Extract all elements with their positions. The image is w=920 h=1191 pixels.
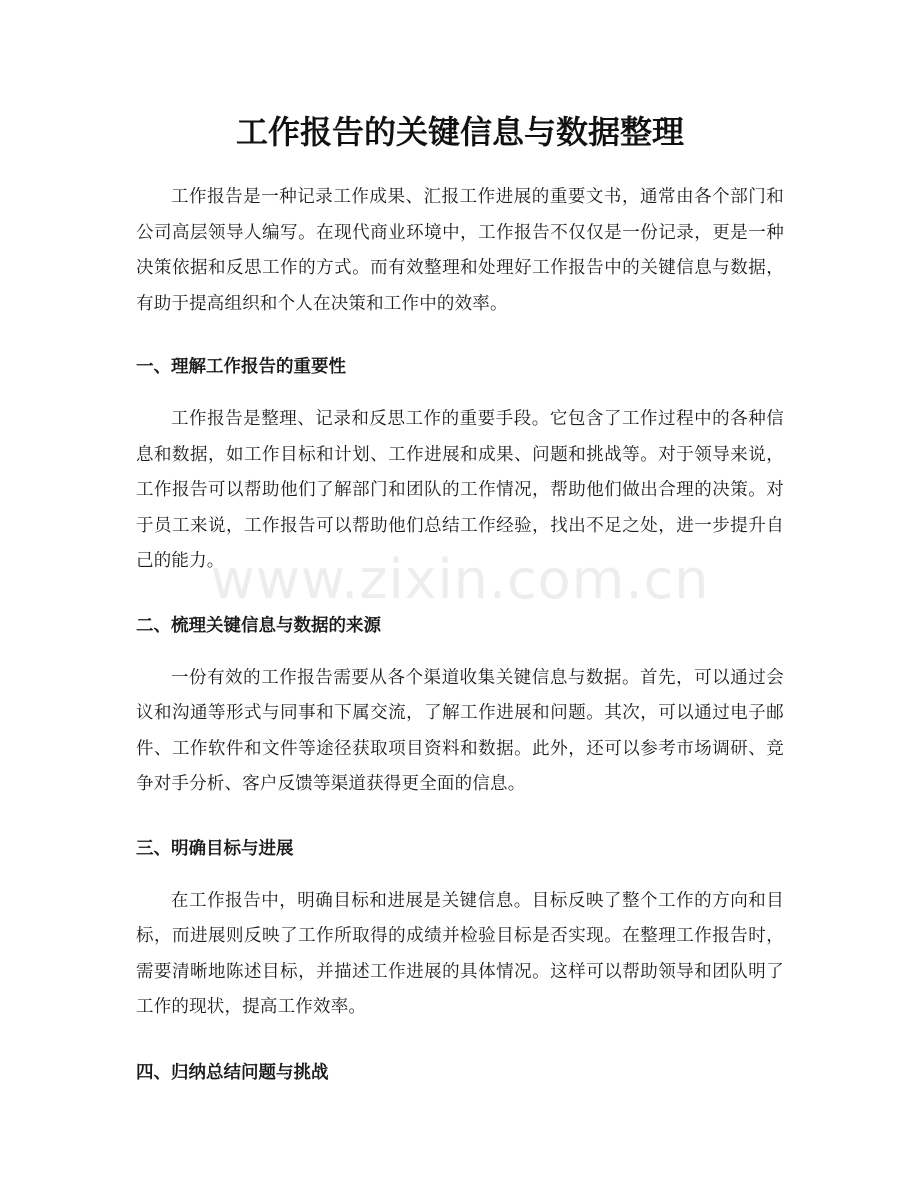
intro-paragraph: 工作报告是一种记录工作成果、汇报工作进展的重要文书，通常由各个部门和公司高层领导人编写。在现代商业环境中，工作报告不仅仅是一份记录，更是一种决策依据和反思工作的方式。而有效整理和处理好工作报告中的关键信息与数据，有助于提高组织和个人在决策和工作中的效率。	[136, 187, 784, 314]
watermark: www.zixin.com.cn	[210, 548, 710, 611]
document-body	[136, 180, 784, 1088]
section-heading-3: 三、明确目标与进展	[136, 838, 294, 859]
section-paragraph-2: 一份有效的工作报告需要从各个渠道收集关键信息与数据。首先，可以通过会议和沟通等形式与同事和下属交流，了解工作进展和问题。其次，可以通过电子邮件、工作软件和文件等途径获取项目资料和数据。此外，还可以参考市场调研、竞争对手分析、客户反馈等渠道获得更全面的信息。	[136, 667, 784, 794]
section-paragraph-3: 在工作报告中，明确目标和进展是关键信息。目标反映了整个工作的方向和目标，而进展则反映了工作所取得的成绩并检验目标是否实现。在整理工作报告时，需要清晰地陈述目标，并描述工作进展的具体情况。这样可以帮助领导和团队明了工作的现状，提高工作效率。	[136, 890, 784, 1017]
section-paragraph-1: 工作报告是整理、记录和反思工作的重要手段。它包含了工作过程中的各种信息和数据，如工作目标和计划、工作进展和成果、问题和挑战等。对于领导来说，工作报告可以帮助他们了解部门和团队的工作情况，帮助他们做出合理的决策。对于员工来说，工作报告可以帮助他们总结工作经验，找出不足之处，进一步提升自己的能力。	[136, 409, 784, 571]
section-heading-1: 一、理解工作报告的重要性	[136, 357, 346, 377]
section-heading-2: 二、梳理关键信息与数据的来源	[136, 615, 381, 636]
section-heading-4: 四、归纳总结问题与挑战	[136, 1062, 329, 1083]
document-title: 工作报告的关键信息与数据整理	[235, 113, 684, 151]
